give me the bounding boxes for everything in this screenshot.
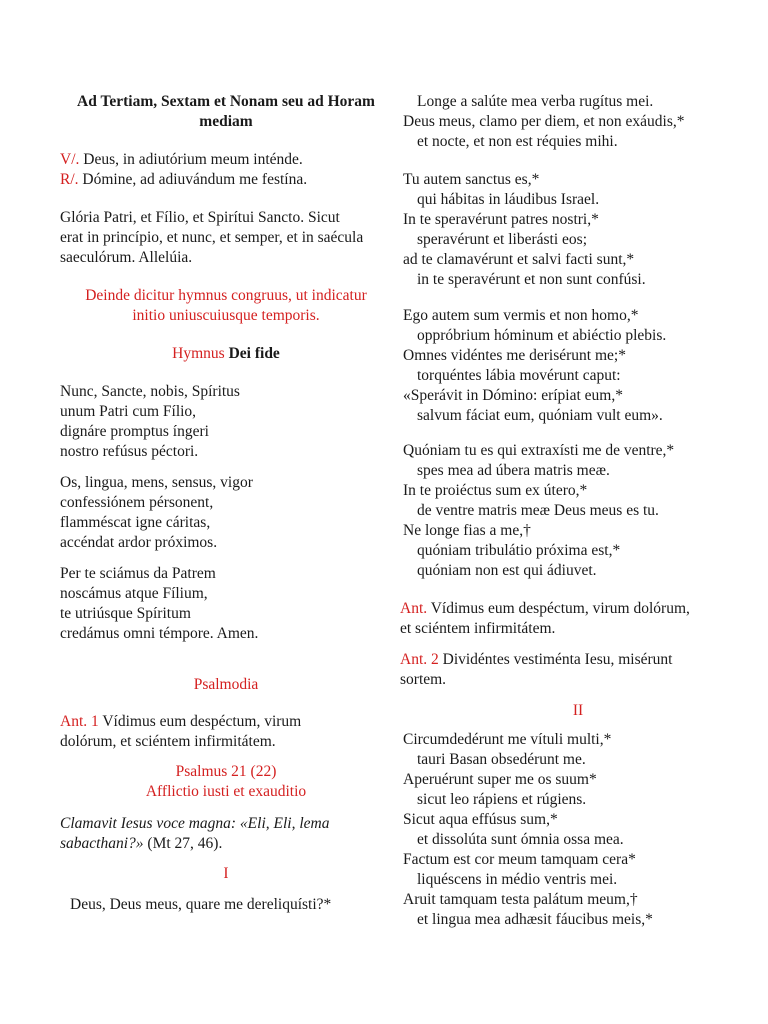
hymn-line: nostro refúsus péctori. (60, 443, 199, 460)
psalm-strophe (403, 170, 753, 290)
psalm-verse-line: Tu autem sanctus es,* (403, 171, 540, 188)
antiphon-line (400, 599, 753, 619)
psalm-verse-line: tauri Basan obsedérunt me. (417, 751, 586, 768)
hymn-line: noscámus atque Fílium, (60, 585, 208, 602)
antiphon-line (400, 650, 753, 670)
psalm-subtitle: Afflictio iusti et exauditio (145, 783, 307, 800)
antiphon-label: Ant. 2 (400, 651, 439, 668)
psalm-strophe (403, 730, 753, 930)
psalm-verse-line: Quóniam tu es qui extraxísti me de ventre,* (403, 442, 675, 459)
hymn-line: Per te sciámus da Patrem (60, 565, 216, 582)
versicles (60, 150, 392, 190)
psalm-verse-line: et nocte, et non est réquies mihi. (417, 133, 618, 150)
psalm-verse-line: Omnes vidéntes me derisérunt me;* (403, 347, 626, 364)
title-line: mediam (199, 113, 253, 130)
antiphon-text: Vídimus eum despéctum, virum (98, 713, 302, 730)
rubric-line: Deinde dicitur hymnus congruus, ut indicatur (85, 287, 367, 304)
rubric-line: initio uniuscuiusque temporis. (132, 307, 320, 324)
psalm-verse-line: Aperuérunt super me os suum* (403, 771, 597, 788)
page-title (60, 92, 392, 132)
gloria-line: saeculórum. Allelúia. (60, 249, 193, 266)
antiphon-line: et sciéntem infirmitátem. (400, 620, 556, 637)
psalm-verse-line: salvum fáciat eum, quóniam vult eum». (417, 407, 663, 424)
hymn-stanza-1 (60, 382, 392, 462)
psalm-verse-line: et dissolúta sunt ómnia ossa mea. (417, 831, 624, 848)
psalm-heading (60, 762, 392, 802)
antiphon-label: Ant. (400, 600, 428, 617)
versicle-r (60, 170, 392, 190)
hymn-label: Hymnus (172, 345, 225, 362)
gloria-patri (60, 208, 392, 268)
psalm-verse-line: ad te clamavérunt et salvi facti sunt,* (403, 251, 635, 268)
gloria-line: Glória Patri, et Fílio, et Spirítui Sancto. Sicut (60, 209, 340, 226)
rubric (60, 286, 392, 326)
antiphon-1 (60, 712, 392, 752)
hymn-line: te utriúsque Spíritum (60, 605, 191, 622)
antiphon-line: dolórum, et sciéntem infirmitátem. (60, 733, 276, 750)
psalm-verse: Deus, Deus meus, quare me dereliquísti?* (70, 896, 332, 913)
psalm-verse-line: et lingua mea adhæsit fáucibus meis,* (417, 911, 653, 928)
psalm-verse-line: Ego autem sum vermis et non homo,* (403, 307, 639, 324)
response-mark: R/. (60, 171, 79, 188)
psalm-verse-line: Circumdedérunt me vítuli multi,* (403, 731, 612, 748)
psalm-title: Psalmus 21 (22) (175, 763, 277, 780)
psalm-verse-line: in te speravérunt et non sunt confúsi. (417, 271, 646, 288)
psalm-verse-line: quóniam non est qui ádiuvet. (417, 562, 597, 579)
citation-text: sabacthani?» (60, 835, 144, 852)
psalm-verse-line: Aruit tamquam testa palátum meum,† (403, 891, 638, 908)
hymn-heading (60, 344, 392, 364)
response-text: Dómine, ad adiuvándum me festína. (78, 171, 308, 188)
versicle-v (60, 150, 392, 170)
hymn-line: unum Patri cum Fílio, (60, 403, 197, 420)
psalm-verse-line: de ventre matris meæ Deus meus es tu. (417, 502, 659, 519)
hymn-line: credámus omni témpore. Amen. (60, 625, 259, 642)
gloria-line: erat in princípio, et nunc, et semper, et in saécula (60, 229, 364, 246)
hymn-line: dignáre promptus íngeri (60, 423, 209, 440)
antiphon-label: Ant. 1 (60, 713, 99, 730)
antiphon-2 (400, 650, 753, 690)
psalm-verse-line: Factum est cor meum tamquam cera* (403, 851, 636, 868)
psalm-strophe (403, 92, 753, 152)
psalm-verse-line: torquéntes lábia movérunt caput: (417, 367, 621, 384)
antiphon-repeat (400, 599, 753, 639)
title-line: Ad Tertiam, Sextam et Nonam seu ad Horam (77, 93, 375, 110)
antiphon-line: sortem. (400, 671, 447, 688)
hymn-stanza-3 (60, 564, 392, 644)
section-numeral-i: I (223, 865, 229, 882)
hymn-line: flamméscat igne cáritas, (60, 514, 211, 531)
psalm-verse-line: Ne longe fias a me,† (403, 522, 531, 539)
psalm-strophe (403, 441, 753, 581)
psalm-verse-line: liquéscens in médio ventris mei. (417, 871, 618, 888)
psalm-verse-line: speravérunt et liberásti eos; (417, 231, 588, 248)
hymn-line: confessiónem pérsonent, (60, 494, 214, 511)
versicle-text: Deus, in adiutórium meum inténde. (79, 151, 303, 168)
hymn-title: Dei fide (228, 345, 280, 362)
versicle-mark: V/. (60, 151, 80, 168)
psalm-strophe (403, 306, 753, 426)
citation-line: Clamavit Iesus voce magna: «Eli, Eli, lema (60, 815, 330, 832)
hymn-stanza-2 (60, 473, 392, 553)
psalm-verse-line: Longe a salúte mea verba rugítus mei. (417, 93, 654, 110)
citation-reference: (Mt 27, 46). (143, 835, 223, 852)
hymn-line: Os, lingua, mens, sensus, vigor (60, 474, 253, 491)
hymn-line: accéndat ardor próximos. (60, 534, 218, 551)
antiphon-text: Vídimus eum despéctum, virum dolórum, (427, 600, 690, 617)
psalmodia-heading: Psalmodia (193, 676, 259, 693)
psalm-verse-line: spes mea ad úbera matris meæ. (417, 462, 610, 479)
antiphon-text: Dividéntes vestiménta Iesu, misérunt (438, 651, 673, 668)
psalm-verse-line: quóniam tribulátio próxima est,* (417, 542, 621, 559)
antiphon-line (60, 712, 392, 732)
citation-line (60, 834, 392, 854)
psalm-verse-line: qui hábitas in láudibus Israel. (417, 191, 600, 208)
section-numeral-ii: II (572, 702, 584, 719)
psalm-verse-line: In te speravérunt patres nostri,* (403, 211, 599, 228)
psalm-verse-line: Sicut aqua effúsus sum,* (403, 811, 558, 828)
hymn-line: Nunc, Sancte, nobis, Spíritus (60, 383, 240, 400)
psalm-verse-line: «Sperávit in Dómino: erípiat eum,* (403, 387, 623, 404)
psalm-verse-line: oppróbrium hóminum et abiéctio plebis. (417, 327, 667, 344)
psalm-citation (60, 814, 392, 854)
psalm-verse-line: sicut leo rápiens et rúgiens. (417, 791, 587, 808)
psalm-verse-line: In te proiéctus sum ex útero,* (403, 482, 588, 499)
psalm-verse-line: Deus meus, clamo per diem, et non exáudis,* (403, 113, 685, 130)
